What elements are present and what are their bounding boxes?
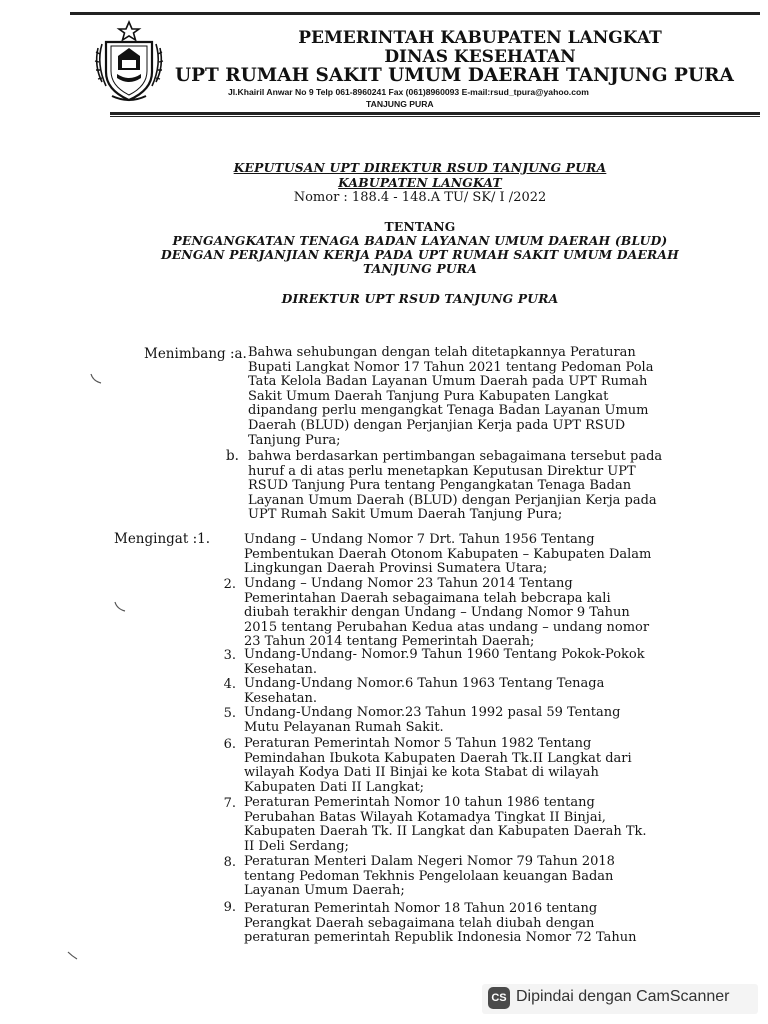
- text-line: diubah terakhir dengan Undang – Undang Nomor 9 Tahun: [244, 605, 630, 621]
- letterhead-hospital: UPT RUMAH SAKIT UMUM DAERAH TANJUNG PURA: [175, 65, 734, 86]
- mengingat-item-number: 3.: [223, 648, 236, 663]
- text-line: Peraturan Pemerintah Nomor 18 Tahun 2016 tentang: [244, 901, 598, 916]
- mengingat-item-1: [244, 532, 652, 577]
- text-line: wilayah Kodya Dati II Binjai ke kota Stabat di wilayah: [244, 765, 599, 781]
- letterhead-address: Jl.Khairil Anwar No 9 Telp 061-8960241 Fax (061)8960093 E-mail:rsud_tpura@yahoo.com: [228, 87, 589, 97]
- text-line: Peraturan Menteri Dalam Negeri Nomor 79 Tahun 2018: [244, 854, 615, 869]
- text-line: Undang – Undang Nomor 23 Tahun 2014 Tentang: [244, 576, 573, 591]
- text-line: Bahwa sehubungan dengan telah ditetapkannya Peraturan: [248, 345, 636, 360]
- text-line: Lingkungan Daerah Provinsi Sumatera Utara;: [244, 561, 548, 577]
- mengingat-item-number: 5.: [223, 706, 236, 721]
- pen-mark: [66, 950, 80, 962]
- mengingat-item-number: 8.: [223, 855, 236, 870]
- mengingat-item-9: [244, 902, 649, 946]
- letterhead-rule-thick: [110, 112, 760, 115]
- letterhead-city: TANJUNG PURA: [366, 99, 434, 109]
- decree-subject-line1: PENGANGKATAN TENAGA BADAN LAYANAN UMUM DAERAH (BLUD): [172, 233, 668, 248]
- text-line: Layanan Umum Daerah;: [244, 883, 405, 899]
- text-line: Pemindahan Ibukota Kabupaten Daerah Tk.II Langkat dari: [244, 750, 632, 766]
- text-line: Kesehatan.: [244, 690, 318, 706]
- text-line: Perangkat Daerah sebagaimana telah diubah dengan: [244, 915, 595, 931]
- text-line: Undang-Undang- Nomor.9 Tahun 1960 Tentang Pokok-Pokok: [244, 647, 645, 662]
- mengingat-item-number: 7.: [223, 796, 236, 811]
- text-line: dipandang perlu mengangkat Tenaga Badan Layanan Umum: [248, 403, 649, 419]
- text-line: Undang – Undang Nomor 7 Drt. Tahun 1956 Tentang: [244, 532, 595, 547]
- decree-subject-line3: TANJUNG PURA: [363, 261, 477, 276]
- mengingat-item-number: 2.: [223, 577, 236, 592]
- text-line: Daerah (BLUD) dengan Perjanjian Kerja pada UPT RSUD: [248, 417, 626, 433]
- text-line: 2015 tentang Perubahan Kedua atas undang – undang nomor: [244, 619, 650, 635]
- mengingat-item-6: [244, 737, 649, 795]
- mengingat-item-5: [244, 706, 649, 735]
- decree-subject-line2: DENGAN PERJANJIAN KERJA PADA UPT RUMAH SAKIT UMUM DAERAH: [160, 247, 679, 262]
- top-border-line: [70, 12, 760, 15]
- mengingat-item-number: 6.: [223, 737, 236, 752]
- text-line: Tata Kelola Badan Layanan Umum Daerah pada UPT Rumah: [248, 374, 648, 390]
- text-line: Kabupaten Daerah Tk. II Langkat dan Kabupaten Daerah Tk.: [244, 824, 647, 840]
- mengingat-item-7: [244, 796, 649, 854]
- text-line: Kesehatan.: [244, 661, 318, 677]
- pen-mark: [88, 372, 104, 386]
- letterhead-government: PEMERINTAH KABUPATEN LANGKAT: [298, 28, 662, 48]
- letterhead-rule-thin: [110, 116, 760, 117]
- text-line: II Deli Serdang;: [244, 838, 349, 854]
- pen-mark: [112, 600, 128, 614]
- mengingat-item-4: [244, 677, 649, 706]
- mengingat-item-3: [244, 648, 649, 677]
- text-line: Pembentukan Daerah Otonom Kabupaten – Kabupaten Dalam: [244, 546, 652, 562]
- decree-about: TENTANG: [384, 219, 456, 234]
- text-line: peraturan pemerintah Republik Indonesia Nomor 72 Tahun: [244, 930, 637, 946]
- text-line: Peraturan Pemerintah Nomor 5 Tahun 1982 Tentang: [244, 736, 592, 751]
- mengingat-item-number: 4.: [223, 677, 236, 692]
- text-line: Kabupaten Dati II Langkat;: [244, 779, 425, 795]
- decree-number: Nomor : 188.4 - 148.A TU/ SK/ I /2022: [293, 190, 547, 205]
- camscanner-icon: CS: [488, 987, 510, 1009]
- decree-title: KEPUTUSAN UPT DIREKTUR RSUD TANJUNG PURA: [233, 160, 607, 175]
- text-line: Undang-Undang Nomor.6 Tahun 1963 Tentang Tenaga: [244, 676, 605, 691]
- text-line: 23 Tahun 2014 tentang Pemerintah Daerah;: [244, 634, 535, 650]
- mengingat-label: Mengingat :1.: [114, 531, 210, 547]
- menimbang-point-a: [248, 345, 654, 448]
- text-line: Mutu Pelayanan Rumah Sakit.: [244, 719, 444, 735]
- text-line: tentang Pedoman Tekhnis Pengelolaan keuangan Badan: [244, 868, 614, 884]
- decree-issuer: DIREKTUR UPT RSUD TANJUNG PURA: [281, 291, 559, 306]
- text-line: Perubahan Batas Wilayah Kotamadya Tingkat II Binjai,: [244, 809, 606, 825]
- text-line: huruf a di atas perlu menetapkan Keputusan Direktur UPT: [248, 463, 636, 479]
- letterhead-department: DINAS KESEHATAN: [384, 47, 576, 67]
- text-line: Undang-Undang Nomor.23 Tahun 1992 pasal 59 Tentang: [244, 705, 621, 720]
- mengingat-item-number: 9.: [223, 900, 236, 915]
- mengingat-item-2: [244, 577, 649, 650]
- decree-title-regency: KABUPATEN LANGKAT: [338, 175, 502, 190]
- camscanner-label: Dipindai dengan CamScanner: [516, 988, 730, 1005]
- text-line: RSUD Tanjung Pura tentang Pengangkatan Tenaga Badan: [248, 478, 632, 494]
- mengingat-item-8: [244, 855, 649, 899]
- text-line: Pemerintahan Daerah sebagaimana telah bebcrapa kali: [244, 590, 611, 606]
- text-line: Layanan Umum Daerah (BLUD) dengan Perjanjian Kerja pada: [248, 492, 657, 508]
- text-line: Peraturan Pemerintah Nomor 10 tahun 1986 tentang: [244, 795, 595, 810]
- text-line: bahwa berdasarkan pertimbangan sebagaimana tersebut pada: [248, 449, 663, 464]
- menimbang-point-b: [248, 449, 663, 523]
- text-line: Tanjung Pura;: [248, 432, 341, 448]
- text-line: Bupati Langkat Nomor 17 Tahun 2021 tentang Pedoman Pola: [248, 359, 654, 375]
- menimbang-b-label: b.: [226, 448, 239, 464]
- text-line: UPT Rumah Sakit Umum Daerah Tanjung Pura;: [248, 507, 563, 523]
- menimbang-label: Menimbang :a.: [144, 346, 247, 362]
- text-line: Sakit Umum Daerah Tanjung Pura Kabupaten Langkat: [248, 388, 609, 404]
